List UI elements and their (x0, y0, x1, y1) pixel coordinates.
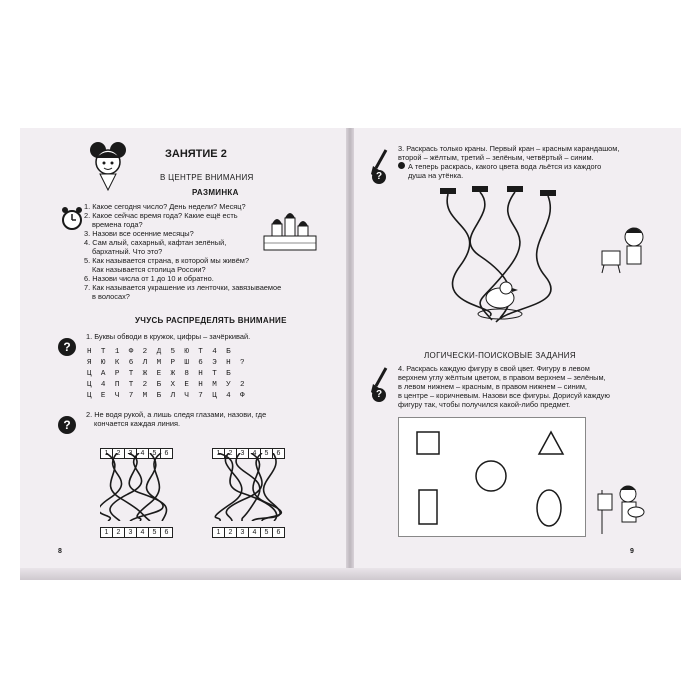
warmup-question: 3. Назови все осенние месяцы? (84, 229, 194, 238)
task-3-text (398, 144, 668, 180)
task-1-text: 1. Буквы обводи в кружок, цифры – зачёркивай. (86, 332, 251, 341)
maze-bottom-numbers (100, 521, 172, 539)
maze-number: 6 (160, 448, 173, 459)
maze-number: 2 (112, 527, 125, 538)
triangle-shape (539, 432, 563, 454)
question-icon: ? (372, 388, 386, 402)
maze-number: 6 (272, 448, 285, 459)
warmup-question: 5. Как называется страна, в которой мы живём? (84, 256, 250, 265)
bullet-icon (398, 162, 405, 169)
maze-number: 6 (272, 527, 285, 538)
maze-number: 4 (136, 448, 149, 459)
task-2-line: кончается каждая линия. (94, 419, 181, 428)
logic-title: ЛОГИЧЕСКИ-ПОИСКОВЫЕ ЗАДАНИЯ (424, 351, 576, 360)
maze-number: 5 (148, 527, 161, 538)
maze-number: 1 (100, 527, 113, 538)
line-maze-1 (100, 442, 176, 542)
attention-title: УЧУСЬ РАСПРЕДЕЛЯТЬ ВНИМАНИЕ (135, 316, 287, 325)
task-4-line: фигуру так, чтобы получился какой-либо предмет. (398, 400, 571, 409)
rectangle-shape (419, 490, 437, 524)
taps-maze-illustration (430, 186, 570, 336)
maze-number: 2 (224, 448, 237, 459)
warmup-question: 6. Назови числа от 1 до 10 и обратно. (84, 274, 214, 283)
warmup-question: времена года? (92, 220, 143, 229)
circle-shape (476, 461, 506, 491)
maze-number: 3 (236, 527, 249, 538)
warmup-question: бархатный. Что это? (92, 247, 163, 256)
warmup-question: в волосах? (92, 292, 130, 301)
lesson-theme: В ЦЕНТРЕ ВНИМАНИЯ (160, 173, 254, 182)
task-2-line: 2. Не водя рукой, а лишь следя глазами, назови, где (86, 410, 267, 419)
maze-number: 1 (100, 448, 113, 459)
letter-grid-row: Ц 4 П Т 2 Б Х Е Н М У 2 (87, 381, 248, 389)
maze-number: 3 (124, 448, 137, 459)
warmup-title: РАЗМИНКА (192, 188, 239, 197)
girl-mascot-illustration (88, 140, 128, 192)
letter-grid-row: Ц Е Ч 7 М Б Л Ч 7 Ц 4 Ф (87, 392, 248, 400)
artist-easel-illustration (596, 482, 646, 538)
maze-number: 5 (260, 527, 273, 538)
task-4-line: в центре – коричневым. Назови все фигуры. Дорисуй каждую (398, 391, 610, 400)
square-shape (417, 432, 439, 454)
shapes-drawing (399, 418, 585, 536)
alarm-clock-icon (60, 205, 84, 231)
maze-number: 2 (112, 448, 125, 459)
question-icon: ? (372, 170, 386, 184)
task-3-line: второй – жёлтым, третий – зелёным, четвёртый – синим. (398, 153, 594, 162)
book-spine (346, 128, 354, 580)
maze-number: 1 (212, 448, 225, 459)
maze-number: 5 (148, 448, 161, 459)
task-3-line: 3. Раскрась только краны. Первый кран – красным карандашом, (398, 144, 620, 153)
task-4-line: верхнем углу жёлтым цветом, в правом верхнем – зелёным, (398, 373, 606, 382)
maze-number: 4 (248, 527, 261, 538)
warmup-question: 2. Какое сейчас время года? Какие ещё есть (84, 211, 238, 220)
lesson-title: ЗАНЯТИЕ 2 (165, 148, 227, 160)
maze-number: 5 (260, 448, 273, 459)
task-3b-line: душа на утёнка. (408, 171, 464, 180)
task-4-line: 4. Раскрась каждую фигуру в свой цвет. Фигуру в левом (398, 364, 590, 373)
shapes-panel (398, 417, 586, 537)
warmup-question: 4. Сам алый, сахарный, кафтан зелёный, (84, 238, 227, 247)
letter-grid-row: Н Т 1 Ф 2 Д 5 Ю Т 4 Б (87, 348, 234, 356)
task-4-text (398, 364, 668, 409)
question-brush-icon: ? (58, 338, 76, 356)
warmup-question: 7. Как называется украшение из ленточки, завязываемое (84, 283, 282, 292)
maze-lines (100, 453, 176, 521)
maze-bottom-numbers (212, 521, 284, 539)
maze-lines (212, 453, 288, 521)
warmup-question: Как называется столица России? (92, 265, 206, 274)
question-icon: ? (58, 416, 76, 434)
maze-number: 4 (248, 448, 261, 459)
maze-number: 4 (136, 527, 149, 538)
line-maze-2 (212, 442, 288, 542)
warmup-question: 1. Какое сегодня число? День недели? Месяц? (84, 202, 246, 211)
page-number-left: 8 (58, 548, 62, 555)
letter-grid-row: Ц А Р Т Ж Е Ж 8 Н Т Б (87, 370, 234, 378)
maze-number: 1 (212, 527, 225, 538)
maze-number: 3 (124, 527, 137, 538)
boy-painting-illustration (600, 225, 648, 275)
maze-number: 6 (160, 527, 173, 538)
oval-shape (537, 490, 561, 526)
book-bottom-edge (20, 568, 681, 580)
kremlin-illustration (262, 208, 318, 252)
maze-number: 3 (236, 448, 249, 459)
letter-grid (87, 347, 247, 402)
page-number-right: 9 (630, 548, 634, 555)
task-3b-text: А теперь раскрась, какого цвета вода льётся из каждого (408, 162, 602, 171)
task-2-text (86, 410, 326, 428)
maze-number: 2 (224, 527, 237, 538)
task-3b-line (398, 162, 668, 171)
letter-grid-row: Я Ю К 6 Л М Р Ш 6 Э Н ? (87, 359, 248, 367)
task-4-line: в левом нижнем – красным, в правом нижнем – синим, (398, 382, 587, 391)
